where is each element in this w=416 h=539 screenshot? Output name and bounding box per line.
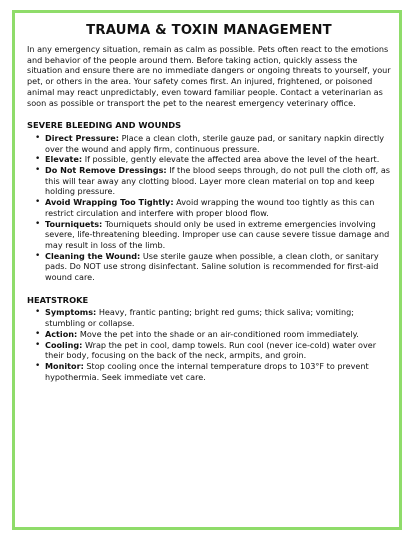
- bleeding-list: [27, 133, 391, 283]
- list-item: [45, 361, 391, 382]
- section-heading: HEATSTROKE: [27, 294, 89, 305]
- list-item-text: Heavy, frantic panting; bright red gums; thick saliva; vomiting; stumbling or collapse.: [45, 307, 355, 329]
- list-item-term: Cleaning the Wound:: [45, 250, 141, 261]
- list-item-text: Stop cooling once the internal temperature drops to 103°F to prevent hypothermia. Seek immediate vet care.: [45, 360, 369, 382]
- section-heatstroke: [27, 295, 391, 383]
- page-title: TRAUMA & TOXIN MANAGEMENT: [86, 23, 332, 38]
- list-item-term: Do Not Remove Dressings:: [45, 165, 167, 176]
- list-item-term: Action:: [45, 328, 78, 339]
- list-item-term: Direct Pressure:: [45, 132, 119, 143]
- list-item-term: Monitor:: [45, 360, 84, 371]
- heatstroke-list: [27, 307, 391, 382]
- list-item-term: Tourniquets:: [45, 218, 103, 229]
- list-item-text: Place a clean cloth, sterile gauze pad, or sanitary napkin directly over the wound and apply firm, continuous pressure.: [45, 132, 385, 154]
- list-item-text: If the blood seeps through, do not pull the cloth off, as this will tear away any clotting blood. Layer more clean material on top and keep holding pressure.: [45, 165, 390, 197]
- intro-paragraph: In any emergency situation, remain as calm as possible. Pets often react to the emotions and behavior of the people around them. Before taking action, quickly assess the situation and ensure there are no immediate dangers or ongoing threats to yourself, your pet, or others in the area. Your safety comes first. An injured, frightened, or poisoned animal may react unpredictably, even toward familiar people. Contact a veterinarian as soon as possible or transport the pet to the nearest emergency veterinary office.: [27, 44, 391, 108]
- list-item: [45, 329, 391, 340]
- list-item-text: Tourniquets should only be used in extreme emergencies involving severe, life-threatening bleeding. Improper use can cause severe tissue damage and may result in loss of the limb.: [45, 218, 390, 250]
- list-item: [45, 307, 391, 328]
- list-item: [45, 165, 391, 197]
- list-item-term: Cooling:: [45, 339, 83, 350]
- list-item-text: If possible, gently elevate the affected area above the level of the heart.: [82, 154, 380, 165]
- list-item: [45, 197, 391, 218]
- list-item: [45, 154, 391, 165]
- list-item-text: Move the pet into the shade or an air-conditioned room immediately.: [77, 328, 359, 339]
- list-item-text: Use sterile gauze when possible, a clean cloth, or sanitary pads. Do NOT use strong disinfectant. Saline solution is recommended for first-aid wound care.: [45, 250, 379, 283]
- list-item-text: Avoid wrapping the wound too tightly as this can restrict circulation and interfere with proper blood flow.: [45, 197, 375, 218]
- section-bleeding: [27, 120, 391, 283]
- list-item-term: Avoid Wrapping Too Tightly:: [45, 197, 174, 208]
- list-item-term: Symptoms:: [45, 307, 97, 318]
- list-item-text: Wrap the pet in cool, damp towels. Run cool (never ice-cold) water over their body, focusing on the back of the neck, armpits, and groin.: [45, 339, 377, 361]
- list-item: [45, 340, 391, 361]
- list-item: [45, 133, 391, 154]
- list-item: [45, 251, 391, 283]
- list-item-term: Elevate:: [45, 154, 83, 165]
- section-heading: SEVERE BLEEDING AND WOUNDS: [27, 120, 182, 131]
- list-item: [45, 219, 391, 251]
- document-body: [27, 23, 391, 382]
